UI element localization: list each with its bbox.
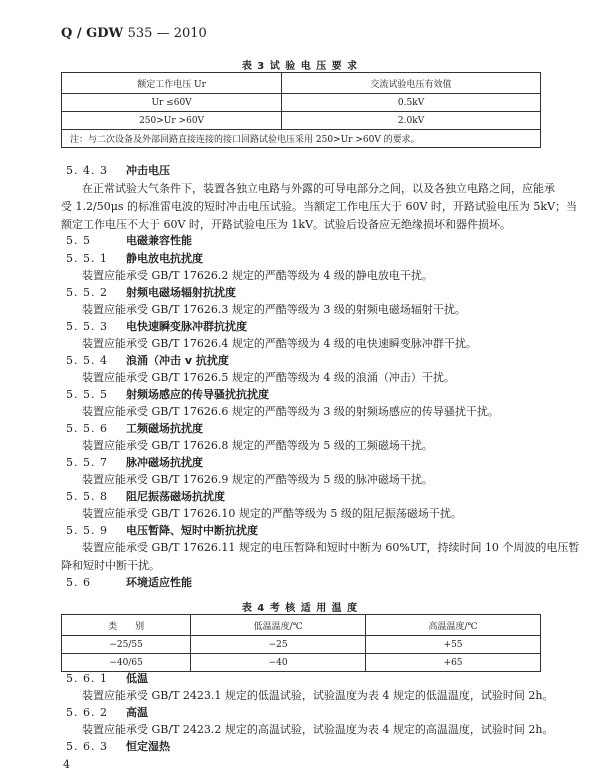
table4: [61, 614, 541, 672]
section-heading: 浪涌（冲击 v 抗扰度: [126, 354, 229, 367]
paragraph-line: 额定工作电压不大于 60V 时，开路试验电压为 1kV。试验后设备应无绝缘损坏和器件损坏。: [61, 218, 512, 231]
section-number: 5. 4. 3: [66, 164, 108, 177]
section-heading: 冲击电压: [126, 164, 170, 177]
section-heading: 射频场感应的传导骚扰抗扰度: [126, 388, 269, 401]
section-5-5-4: [66, 352, 229, 368]
section-5-6-1: [66, 670, 148, 686]
section-5-5-3: [66, 318, 247, 334]
section-5-4-3: [66, 162, 170, 178]
section-5-5-1: [66, 250, 203, 266]
table3-col-test-voltage: 交流试验电压有效值: [282, 73, 541, 94]
paragraph-line: 装置应能承受 GB/T 17626.10 规定的严酷等级为 5 级的阻尼振荡磁场干扰。: [82, 507, 462, 520]
section-5-6-3: [66, 738, 170, 754]
section-heading: 射频电磁场辐射抗扰度: [126, 286, 236, 299]
table-cell: −40: [191, 654, 366, 672]
section-number: 5. 6. 1: [66, 672, 108, 685]
table-row: [62, 636, 541, 654]
section-5-5-7: [66, 454, 203, 470]
section-number: 5. 5. 1: [66, 252, 108, 265]
section-number: 5. 5. 2: [66, 286, 108, 299]
paragraph-line: 装置应能承受 GB/T 17626.11 规定的电压暂降和短时中断为 60%UT，持续时间 10 个周波的电压暂: [82, 541, 580, 554]
table3-col-voltage: 额定工作电压 Ur: [62, 73, 282, 94]
paragraph-line: 装置应能承受 GB/T 17626.2 规定的严酷等级为 4 级的静电放电干扰。: [82, 269, 433, 282]
paragraph-line: 装置应能承受 GB/T 17626.4 规定的严酷等级为 4 级的电快速瞬变脉冲群干扰。: [82, 337, 477, 350]
table-row: [62, 94, 541, 112]
paragraph-line: 装置应能承受 GB/T 2423.2 规定的高温试验，试验温度为表 4 规定的高温温度，试验时间 2h。: [82, 723, 554, 736]
section-heading: 阻尼振荡磁场抗扰度: [126, 490, 225, 503]
section-number: 5. 5. 9: [66, 524, 108, 537]
paragraph-line: 装置应能承受 GB/T 17626.3 规定的严酷等级为 3 级的射频电磁场辐射干扰。: [82, 303, 466, 316]
section-5-5: [66, 232, 192, 248]
table-cell: +65: [366, 654, 541, 672]
table4-col-low-temp: 低温温度/℃: [191, 615, 366, 636]
section-5-6: [66, 574, 192, 590]
paragraph-line: 装置应能承受 GB/T 17626.9 规定的严酷等级为 5 级的脉冲磁场干扰。: [82, 473, 433, 486]
section-5-5-9: [66, 522, 258, 538]
section-heading: 脉冲磁场抗扰度: [126, 456, 203, 469]
table-cell: 0.5kV: [282, 94, 541, 112]
section-5-5-8: [66, 488, 225, 504]
section-heading: 工频磁场抗扰度: [126, 422, 203, 435]
section-number: 5. 6: [66, 576, 91, 589]
table-cell: Ur ≤60V: [62, 94, 282, 112]
section-number: 5. 6. 2: [66, 706, 108, 719]
standard-prefix: Q / GDW: [61, 26, 124, 41]
section-5-5-2: [66, 284, 236, 300]
standard-number: 535 — 2010: [127, 26, 207, 41]
paragraph-line: 降和短时中断干扰。: [61, 559, 160, 572]
page-number: 4: [63, 758, 70, 771]
paragraph-line: 装置应能承受 GB/T 2423.1 规定的低温试验，试验温度为表 4 规定的低温温度，试验时间 2h。: [82, 689, 554, 702]
section-5-5-6: [66, 420, 203, 436]
table4-col-category: 类 别: [62, 615, 191, 636]
section-number: 5. 5: [66, 234, 91, 247]
table-row: [62, 112, 541, 130]
table4-title: 表 4 考 核 适 用 温 度: [241, 603, 359, 614]
table-cell: −25/55: [62, 636, 191, 654]
section-heading: 电压暂降、短时中断抗扰度: [126, 524, 258, 537]
table3: [61, 72, 541, 148]
table-cell: 250>Ur >60V: [62, 112, 282, 130]
section-5-6-2: [66, 704, 148, 720]
doc-header: [61, 26, 207, 41]
table-cell: 2.0kV: [282, 112, 541, 130]
section-number: 5. 5. 5: [66, 388, 108, 401]
section-heading: 电磁兼容性能: [126, 234, 192, 247]
section-heading: 高温: [126, 706, 148, 719]
section-number: 5. 5. 7: [66, 456, 108, 469]
section-5-5-5: [66, 386, 269, 402]
paragraph-line: 装置应能承受 GB/T 17626.6 规定的严酷等级为 3 级的射频场感应的传导骚扰干扰。: [82, 405, 499, 418]
section-number: 5. 6. 3: [66, 740, 108, 753]
table-cell: −40/65: [62, 654, 191, 672]
section-heading: 环境适应性能: [126, 576, 192, 589]
table4-col-high-temp: 高温温度/℃: [366, 615, 541, 636]
section-heading: 恒定湿热: [126, 740, 170, 753]
section-heading: 低温: [126, 672, 148, 685]
table-cell: +55: [366, 636, 541, 654]
table-row: [62, 130, 541, 148]
section-number: 5. 5. 3: [66, 320, 108, 333]
table-row: [62, 654, 541, 672]
section-number: 5. 5. 4: [66, 354, 108, 367]
section-heading: 电快速瞬变脉冲群抗扰度: [126, 320, 247, 333]
section-heading: 静电放电抗扰度: [126, 252, 203, 265]
table-cell: −25: [191, 636, 366, 654]
section-number: 5. 5. 8: [66, 490, 108, 503]
table3-note: 注：与二次设备及外部回路直接连接的接口回路试验电压采用 250>Ur >60V 的要求。: [62, 130, 541, 148]
paragraph-line: 装置应能承受 GB/T 17626.5 规定的严酷等级为 4 级的浪涌（冲击）干扰。: [82, 371, 455, 384]
paragraph-line: 装置应能承受 GB/T 17626.8 规定的严酷等级为 5 级的工频磁场干扰。: [82, 439, 433, 452]
paragraph-line: 在正常试验大气条件下，装置各独立电路与外露的可导电部分之间，以及各独立电路之间，应能承: [82, 182, 555, 195]
section-number: 5. 5. 6: [66, 422, 108, 435]
table3-title: 表 3 试 验 电 压 要 求: [241, 61, 359, 72]
paragraph-line: 受 1.2/50μs 的标准雷电波的短时冲击电压试验。当额定工作电压大于 60V 时，开路试验电压为 5kV；当: [61, 200, 578, 213]
